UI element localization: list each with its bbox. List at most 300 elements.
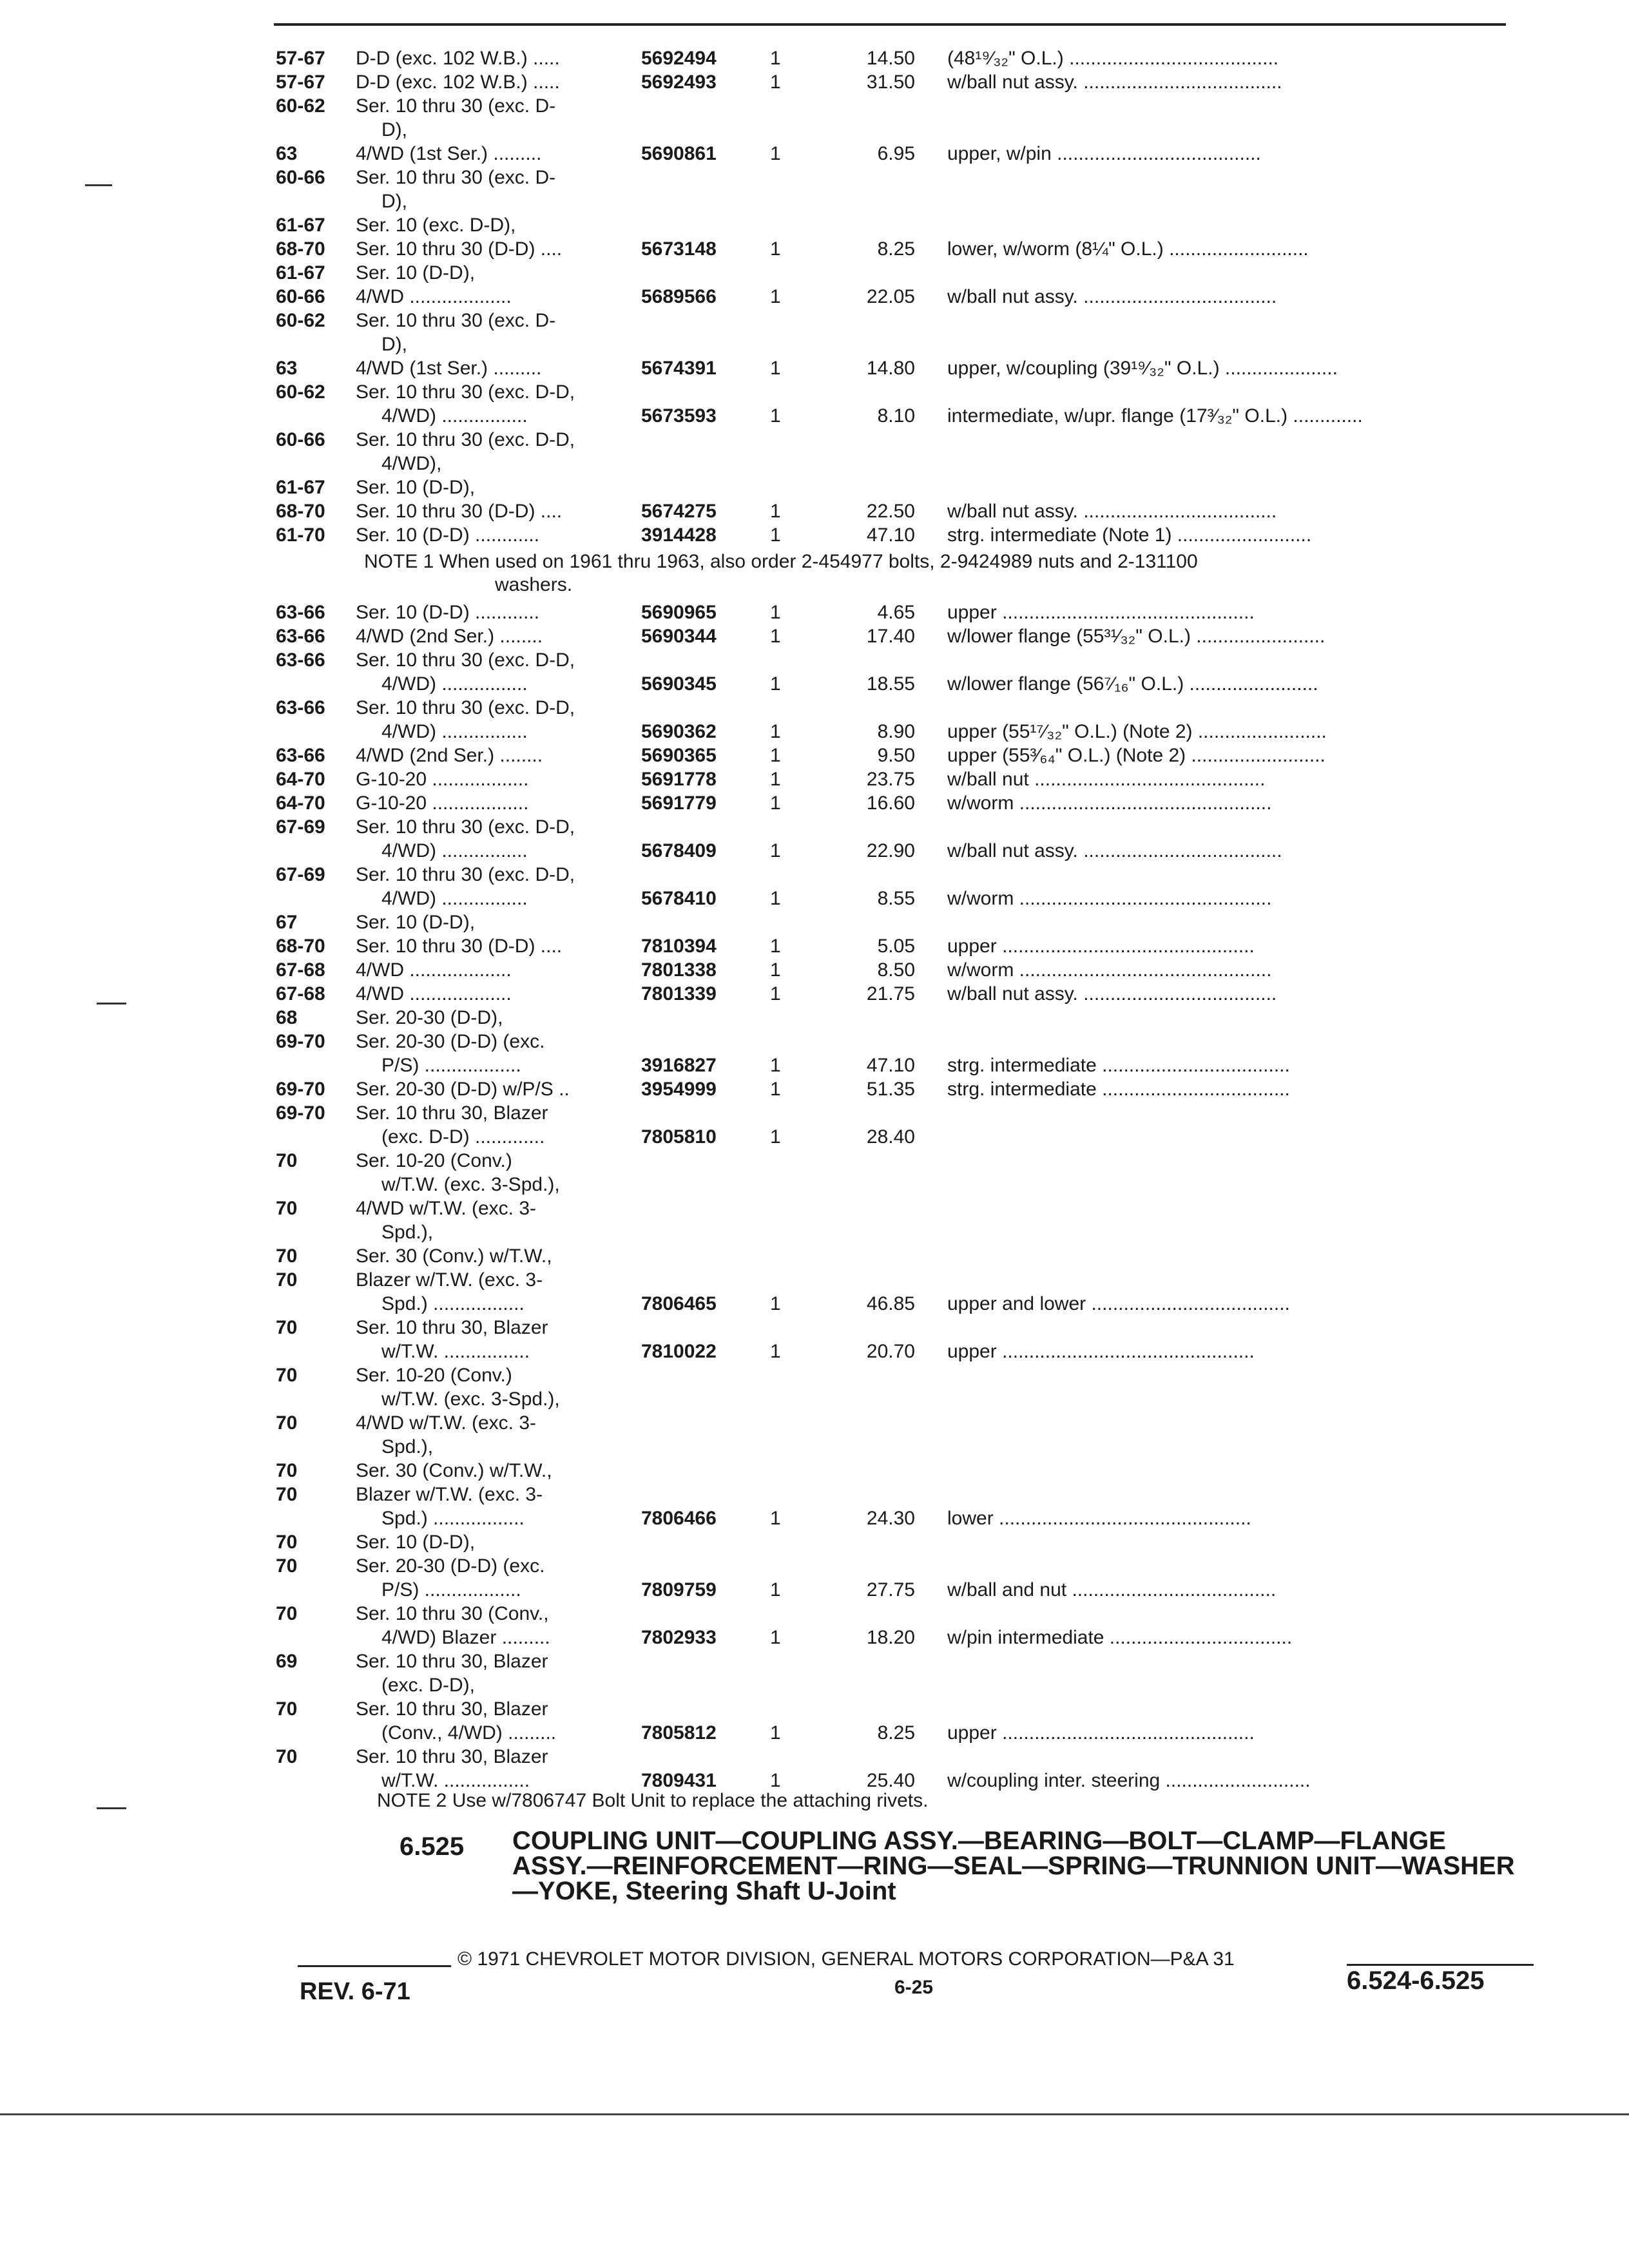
quantity: 1 <box>770 238 781 260</box>
table-row <box>0 237 1629 261</box>
price: 47.10 <box>866 1055 915 1076</box>
part-number: 5690362 <box>641 721 717 742</box>
quantity: 1 <box>770 1627 781 1648</box>
table-row <box>0 791 1629 815</box>
quantity: 1 <box>770 405 781 427</box>
table-row <box>0 1173 1629 1196</box>
table-row <box>0 624 1629 648</box>
quantity: 1 <box>770 769 781 790</box>
table-row <box>0 1268 1629 1292</box>
table-row <box>0 1220 1629 1244</box>
model-year: 67-68 <box>276 983 325 1004</box>
part-remarks: w/lower flange (56⁷⁄₁₆" O.L.) ........................ <box>947 673 1318 695</box>
table-row <box>0 887 1629 910</box>
part-number: 5691779 <box>641 793 717 814</box>
application-description: w/T.W. ................ <box>381 1770 530 1791</box>
application-description: G-10-20 .................. <box>356 793 529 814</box>
application-description: Ser. 10 thru 30, Blazer <box>356 1698 548 1720</box>
application-description: Spd.), <box>381 1222 434 1243</box>
part-remarks: strg. intermediate ................................... <box>947 1079 1290 1100</box>
application-description: Blazer w/T.W. (exc. 3- <box>356 1269 543 1291</box>
table-row <box>0 815 1629 839</box>
table-row <box>0 1006 1629 1030</box>
table-row <box>0 1602 1629 1626</box>
model-year: 68 <box>276 1007 298 1028</box>
note-1-line-2: washers. <box>495 574 573 595</box>
model-year: 63-66 <box>276 626 325 647</box>
price: 8.50 <box>877 959 915 981</box>
price: 8.25 <box>877 1722 915 1744</box>
application-description: Ser. 10 thru 30 (exc. D- <box>356 310 556 331</box>
footer-rule-right <box>1347 1964 1534 1966</box>
table-row <box>0 720 1629 744</box>
quantity: 1 <box>770 888 781 909</box>
part-remarks: w/lower flange (55³¹⁄₃₂" O.L.) ........................ <box>947 626 1325 647</box>
application-description: Ser. 10 thru 30 (D-D) .... <box>356 238 563 260</box>
part-remarks: strg. intermediate (Note 1) ......................... <box>947 524 1312 546</box>
model-year: 70 <box>276 1317 298 1338</box>
application-description: Spd.), <box>381 1436 434 1457</box>
price: 4.65 <box>877 602 915 623</box>
table-row <box>0 1363 1629 1387</box>
quantity: 1 <box>770 745 781 766</box>
part-number: 5692493 <box>641 72 717 93</box>
quantity: 1 <box>770 1722 781 1744</box>
table-row <box>0 1721 1629 1745</box>
table-row <box>0 1697 1629 1721</box>
part-remarks: (48¹⁹⁄₃₂" O.L.) ....................................... <box>947 48 1279 69</box>
part-number: 5690344 <box>641 626 717 647</box>
table-row <box>0 1387 1629 1411</box>
model-year: 70 <box>276 1555 298 1577</box>
model-year: 70 <box>276 1746 298 1767</box>
application-description: 4/WD) ................ <box>381 888 528 909</box>
table-row <box>0 1149 1629 1173</box>
table-row <box>0 767 1629 791</box>
table-row <box>0 1459 1629 1483</box>
application-description: Spd.) ................. <box>381 1508 525 1529</box>
application-description: Ser. 10 thru 30, Blazer <box>356 1651 548 1672</box>
application-description: Ser. 10 thru 30, Blazer <box>356 1746 548 1767</box>
part-number: 5678410 <box>641 888 717 909</box>
application-description: 4/WD ................... <box>356 959 512 981</box>
model-year: 67-69 <box>276 816 325 838</box>
price: 20.70 <box>866 1341 915 1362</box>
part-number: 5690345 <box>641 673 717 695</box>
part-number: 5674275 <box>641 501 717 522</box>
table-row <box>0 1077 1629 1101</box>
model-year: 68-70 <box>276 501 325 522</box>
part-remarks: w/ball nut assy. .................................... <box>947 501 1277 522</box>
table-row <box>0 118 1629 142</box>
quantity: 1 <box>770 286 781 307</box>
application-description: Ser. 10 thru 30 (exc. D-D, <box>356 381 575 403</box>
quantity: 1 <box>770 936 781 957</box>
application-description: Ser. 10 thru 30 (exc. D- <box>356 167 556 188</box>
price: 22.90 <box>866 840 915 861</box>
model-year: 70 <box>276 1150 298 1171</box>
quantity: 1 <box>770 358 781 379</box>
part-remarks: w/coupling inter. steering ........................... <box>947 1770 1311 1791</box>
table-row <box>0 1125 1629 1149</box>
table-row <box>0 1554 1629 1578</box>
application-description: Ser. 30 (Conv.) w/T.W., <box>356 1245 552 1267</box>
application-description: Ser. 10 (exc. D-D), <box>356 215 516 236</box>
table-row <box>0 523 1629 547</box>
model-year: 69-70 <box>276 1031 325 1052</box>
table-row <box>0 70 1629 94</box>
part-number: 7810394 <box>641 936 717 957</box>
table-row <box>0 1053 1629 1077</box>
price: 8.55 <box>877 888 915 909</box>
table-row <box>0 499 1629 523</box>
part-number: 3954999 <box>641 1079 717 1100</box>
application-description: w/T.W. (exc. 3-Spd.), <box>381 1389 560 1410</box>
model-year: 60-66 <box>276 167 325 188</box>
application-description: Spd.) ................. <box>381 1293 525 1314</box>
application-description: w/T.W. ................ <box>381 1341 530 1362</box>
part-remarks: upper ............................................... <box>947 1341 1255 1362</box>
table-row <box>0 428 1629 452</box>
application-description: 4/WD ................... <box>356 983 512 1004</box>
table-row <box>0 1244 1629 1268</box>
model-year: 68-70 <box>276 936 325 957</box>
application-description: Ser. 10-20 (Conv.) <box>356 1150 512 1171</box>
table-row <box>0 285 1629 309</box>
table-row <box>0 839 1629 863</box>
price: 22.05 <box>866 286 915 307</box>
note-2: NOTE 2 Use w/7806747 Bolt Unit to replace the attaching rivets. <box>377 1790 929 1811</box>
table-row <box>0 309 1629 332</box>
model-year: 70 <box>276 1245 298 1267</box>
top-rule <box>274 23 1506 26</box>
table-row <box>0 1196 1629 1220</box>
table-row <box>0 142 1629 166</box>
model-year: 64-70 <box>276 769 325 790</box>
model-year: 60-62 <box>276 381 325 403</box>
price: 28.40 <box>866 1126 915 1148</box>
table-row <box>0 1030 1629 1053</box>
part-number: 7806466 <box>641 1508 717 1529</box>
model-year: 57-67 <box>276 48 325 69</box>
price: 8.25 <box>877 238 915 260</box>
application-description: Ser. 10 thru 30, Blazer <box>356 1317 548 1338</box>
footer-copyright: © 1971 CHEVROLET MOTOR DIVISION, GENERAL MOTORS CORPORATION—P&A 31 <box>458 1948 1235 1970</box>
table-row <box>0 982 1629 1006</box>
part-remarks: w/ball nut assy. .................................... <box>947 983 1277 1004</box>
price: 8.90 <box>877 721 915 742</box>
model-year: 70 <box>276 1603 298 1624</box>
application-description: 4/WD) ................ <box>381 405 528 427</box>
table-row <box>0 910 1629 934</box>
part-number: 7806465 <box>641 1293 717 1314</box>
price: 17.40 <box>866 626 915 647</box>
table-row <box>0 1101 1629 1125</box>
application-description: D), <box>381 119 407 140</box>
model-year: 60-66 <box>276 429 325 450</box>
application-description: D-D (exc. 102 W.B.) ..... <box>356 48 560 69</box>
price: 22.50 <box>866 501 915 522</box>
footer-revision: REV. 6-71 <box>300 1978 410 2005</box>
table-row <box>0 94 1629 118</box>
table-row <box>0 1626 1629 1649</box>
quantity: 1 <box>770 840 781 861</box>
footer-section-range: 6.524-6.525 <box>1347 1966 1485 1995</box>
application-description: Ser. 30 (Conv.) w/T.W., <box>356 1460 552 1481</box>
table-row <box>0 189 1629 213</box>
application-description: 4/WD w/T.W. (exc. 3- <box>356 1198 537 1219</box>
application-description: Ser. 10 thru 30 (D-D) .... <box>356 936 563 957</box>
model-year: 61-70 <box>276 524 325 546</box>
quantity: 1 <box>770 602 781 623</box>
application-description: Ser. 20-30 (D-D) w/P/S .. <box>356 1079 570 1100</box>
part-number: 5674391 <box>641 358 717 379</box>
part-remarks: lower, w/worm (8¼" O.L.) .......................... <box>947 238 1309 260</box>
model-year: 70 <box>276 1460 298 1481</box>
model-year: 61-67 <box>276 215 325 236</box>
table-row <box>0 404 1629 428</box>
part-remarks: w/worm ............................................... <box>947 793 1272 814</box>
model-year: 70 <box>276 1365 298 1386</box>
table-row <box>0 1435 1629 1459</box>
application-description: Ser. 20-30 (D-D), <box>356 1007 503 1028</box>
model-year: 69 <box>276 1651 298 1672</box>
application-description: P/S) .................. <box>381 1055 521 1076</box>
application-description: Ser. 10-20 (Conv.) <box>356 1365 512 1386</box>
application-description: Ser. 10 (D-D), <box>356 912 476 933</box>
table-row <box>0 1340 1629 1363</box>
application-description: Ser. 10 (D-D) ............ <box>356 524 540 546</box>
part-remarks: upper (55¹⁷⁄₃₂" O.L.) (Note 2) ........................ <box>947 721 1327 742</box>
table-row <box>0 958 1629 982</box>
application-description: D), <box>381 334 407 355</box>
model-year: 63-66 <box>276 602 325 623</box>
part-remarks: upper (55³⁄₆₄" O.L.) (Note 2) ......................... <box>947 745 1325 766</box>
table-row <box>0 1411 1629 1435</box>
table-row <box>0 356 1629 380</box>
model-year: 60-62 <box>276 95 325 117</box>
part-remarks: intermediate, w/upr. flange (17³⁄₃₂" O.L.) ............. <box>947 405 1363 427</box>
application-description: 4/WD), <box>381 453 442 474</box>
table-row <box>0 744 1629 767</box>
part-remarks: upper ............................................... <box>947 936 1255 957</box>
model-year: 70 <box>276 1532 298 1553</box>
quantity: 1 <box>770 1126 781 1148</box>
price: 51.35 <box>866 1079 915 1100</box>
application-description: Ser. 10 (D-D), <box>356 262 476 284</box>
part-remarks: w/ball nut assy. ..................................... <box>947 72 1282 93</box>
part-remarks: upper and lower ..................................... <box>947 1293 1290 1314</box>
table-row <box>0 1506 1629 1530</box>
model-year: 68-70 <box>276 238 325 260</box>
model-year: 60-62 <box>276 310 325 331</box>
model-year: 67 <box>276 912 298 933</box>
application-description: Ser. 20-30 (D-D) (exc. <box>356 1031 545 1052</box>
part-number: 7809759 <box>641 1579 717 1600</box>
application-description: 4/WD (1st Ser.) ......... <box>356 143 542 164</box>
application-description: (exc. D-D), <box>381 1675 475 1696</box>
parts-table-part-1 <box>0 46 1629 547</box>
table-row <box>0 166 1629 189</box>
note-1-line-1: NOTE 1 When used on 1961 thru 1963, also order 2-454977 bolts, 2-9424989 nuts and 2-131100 <box>364 551 1198 572</box>
application-description: P/S) .................. <box>381 1579 521 1600</box>
part-number: 5692494 <box>641 48 717 69</box>
application-description: Ser. 10 (D-D) ............ <box>356 602 540 623</box>
application-description: Ser. 10 thru 30 (exc. D-D, <box>356 649 575 671</box>
application-description: 4/WD ................... <box>356 286 512 307</box>
price: 16.60 <box>866 793 915 814</box>
application-description: w/T.W. (exc. 3-Spd.), <box>381 1174 560 1195</box>
application-description: 4/WD) ................ <box>381 840 528 861</box>
model-year: 67-69 <box>276 864 325 885</box>
table-row <box>0 46 1629 70</box>
part-number: 5691778 <box>641 769 717 790</box>
part-number: 5673148 <box>641 238 717 260</box>
application-description: Ser. 10 thru 30 (exc. D-D, <box>356 816 575 838</box>
part-number: 7805812 <box>641 1722 717 1744</box>
application-description: Ser. 10 thru 30 (D-D) .... <box>356 501 563 522</box>
application-description: D), <box>381 191 407 212</box>
table-row <box>0 1578 1629 1602</box>
model-year: 69-70 <box>276 1102 325 1124</box>
model-year: 70 <box>276 1412 298 1434</box>
table-row <box>0 1745 1629 1769</box>
table-row <box>0 1483 1629 1506</box>
part-remarks: lower ............................................... <box>947 1508 1251 1529</box>
application-description: Ser. 10 thru 30 (Conv., <box>356 1603 549 1624</box>
part-number: 7802933 <box>641 1627 717 1648</box>
quantity: 1 <box>770 48 781 69</box>
part-remarks: w/ball nut ........................................... <box>947 769 1266 790</box>
part-number: 5690365 <box>641 745 717 766</box>
price: 31.50 <box>866 72 915 93</box>
quantity: 1 <box>770 1079 781 1100</box>
table-row <box>0 1649 1629 1673</box>
application-description: Ser. 10 thru 30 (exc. D-D, <box>356 864 575 885</box>
quantity: 1 <box>770 959 781 981</box>
application-description: Ser. 10 thru 30, Blazer <box>356 1102 548 1124</box>
table-row <box>0 601 1629 624</box>
quantity: 1 <box>770 1770 781 1791</box>
table-row <box>0 332 1629 356</box>
part-remarks: w/ball and nut ...................................... <box>947 1579 1277 1600</box>
application-description: (exc. D-D) ............. <box>381 1126 545 1148</box>
model-year: 70 <box>276 1698 298 1720</box>
part-number: 5673593 <box>641 405 717 427</box>
quantity: 1 <box>770 1293 781 1314</box>
footer-rule-left <box>298 1965 451 1967</box>
quantity: 1 <box>770 721 781 742</box>
model-year: 63-66 <box>276 745 325 766</box>
quantity: 1 <box>770 524 781 546</box>
part-remarks: upper, w/pin ...................................... <box>947 143 1261 164</box>
model-year: 60-66 <box>276 286 325 307</box>
price: 25.40 <box>866 1770 915 1791</box>
model-year: 69-70 <box>276 1079 325 1100</box>
model-year: 61-67 <box>276 477 325 498</box>
quantity: 1 <box>770 1055 781 1076</box>
application-description: 4/WD (2nd Ser.) ........ <box>356 626 543 647</box>
table-row <box>0 476 1629 499</box>
application-description: 4/WD) ................ <box>381 673 528 695</box>
part-number: 5689566 <box>641 286 717 307</box>
model-year: 63 <box>276 358 298 379</box>
part-number: 7801338 <box>641 959 717 981</box>
price: 21.75 <box>866 983 915 1004</box>
application-description: Ser. 10 thru 30 (exc. D-D, <box>356 429 575 450</box>
model-year: 67-68 <box>276 959 325 981</box>
model-year: 70 <box>276 1269 298 1291</box>
part-remarks: upper ............................................... <box>947 1722 1255 1744</box>
model-year: 64-70 <box>276 793 325 814</box>
table-row <box>0 261 1629 285</box>
part-number: 3914428 <box>641 524 717 546</box>
price: 5.05 <box>877 936 915 957</box>
table-row <box>0 934 1629 958</box>
application-description: D-D (exc. 102 W.B.) ..... <box>356 72 560 93</box>
model-year: 57-67 <box>276 72 325 93</box>
table-row <box>0 1292 1629 1316</box>
table-row <box>0 672 1629 696</box>
quantity: 1 <box>770 143 781 164</box>
table-row <box>0 1530 1629 1554</box>
price: 47.10 <box>866 524 915 546</box>
quantity: 1 <box>770 72 781 93</box>
price: 24.30 <box>866 1508 915 1529</box>
part-number: 7809431 <box>641 1770 717 1791</box>
part-remarks: upper ............................................... <box>947 602 1255 623</box>
part-remarks: w/worm ............................................... <box>947 959 1272 981</box>
part-remarks: strg. intermediate ................................... <box>947 1055 1290 1076</box>
price: 14.80 <box>866 358 915 379</box>
table-row <box>0 380 1629 404</box>
model-year: 70 <box>276 1198 298 1219</box>
part-number: 7810022 <box>641 1341 717 1362</box>
quantity: 1 <box>770 501 781 522</box>
part-number: 5678409 <box>641 840 717 861</box>
footer-page-number: 6-25 <box>894 1977 934 1998</box>
quantity: 1 <box>770 1579 781 1600</box>
quantity: 1 <box>770 673 781 695</box>
part-number: 5690861 <box>641 143 717 164</box>
model-year: 61-67 <box>276 262 325 284</box>
part-number: 7805810 <box>641 1126 717 1148</box>
price: 6.95 <box>877 143 915 164</box>
model-year: 63-66 <box>276 697 325 718</box>
bottom-rule <box>0 2113 1629 2115</box>
model-year: 70 <box>276 1484 298 1505</box>
price: 46.85 <box>866 1293 915 1314</box>
price: 18.20 <box>866 1627 915 1648</box>
table-row <box>0 213 1629 237</box>
section-title: COUPLING UNIT—COUPLING ASSY.—BEARING—BOLT—CLAMP—FLANGE ASSY.—REINFORCEMENT—RING—SEAL—SPRING—TRUNNION UNIT—WASHER—YOKE, Steering Shaft U-Joint <box>512 1827 1515 1905</box>
price: 8.10 <box>877 405 915 427</box>
quantity: 1 <box>770 1341 781 1362</box>
part-number: 5690965 <box>641 602 717 623</box>
price: 27.75 <box>866 1579 915 1600</box>
margin-mark <box>97 1807 126 1809</box>
quantity: 1 <box>770 626 781 647</box>
price: 23.75 <box>866 769 915 790</box>
model-year: 63-66 <box>276 649 325 671</box>
price: 18.55 <box>866 673 915 695</box>
section-number: 6.525 <box>400 1832 465 1861</box>
quantity: 1 <box>770 793 781 814</box>
application-description: 4/WD w/T.W. (exc. 3- <box>356 1412 537 1434</box>
application-description: Ser. 10 (D-D), <box>356 477 476 498</box>
application-description: Ser. 20-30 (D-D) (exc. <box>356 1555 545 1577</box>
table-row <box>0 648 1629 672</box>
